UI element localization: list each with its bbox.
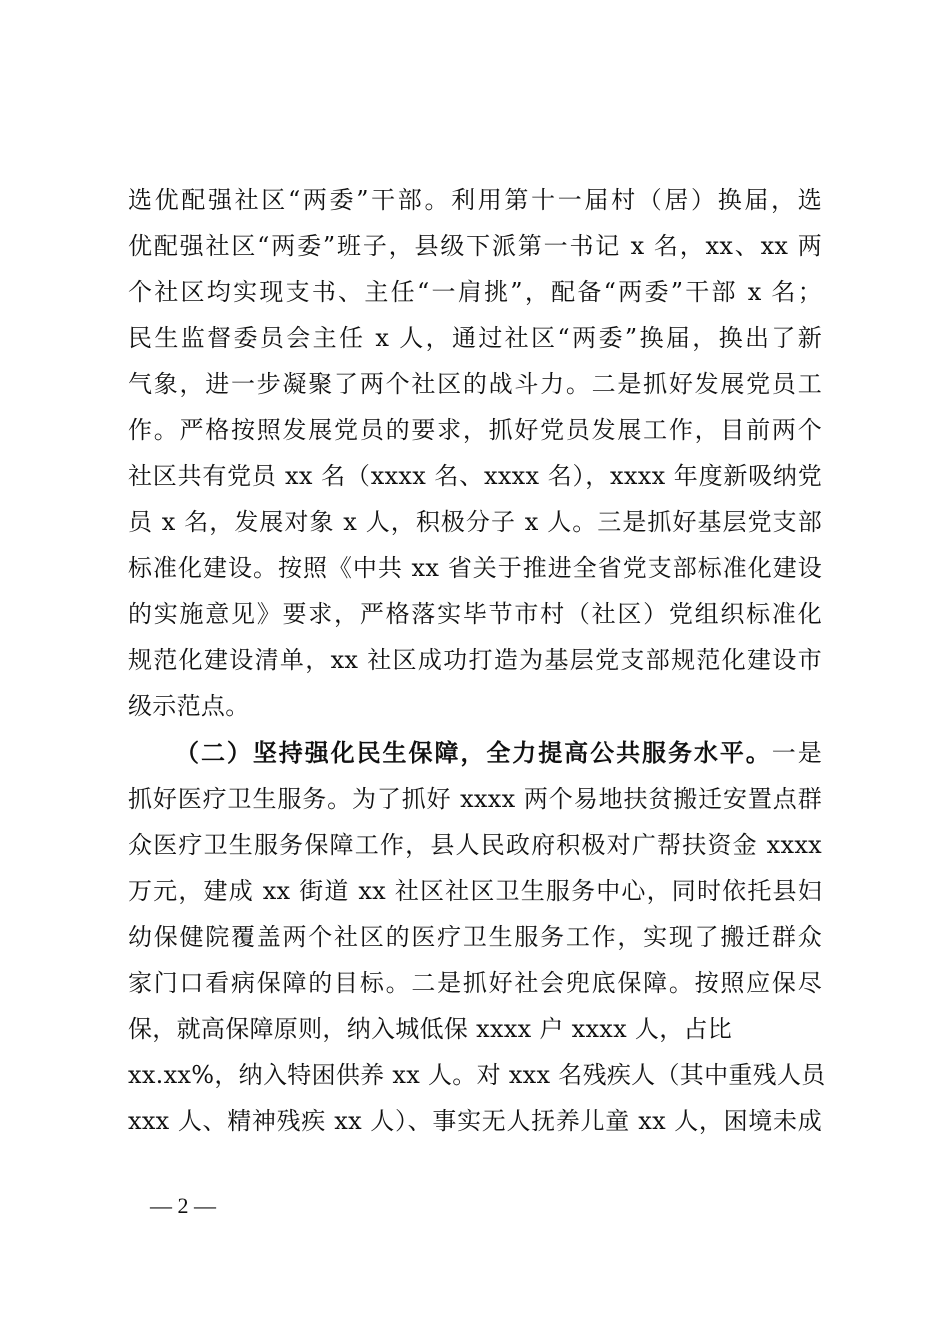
paragraph-line: 优配强社区“两委”班子，县级下派第一书记 x 名，xx、xx 两 (128, 232, 822, 260)
paragraph-line: 万元，建成 xx 街道 xx 社区社区卫生服务中心，同时依托县妇 (128, 877, 822, 905)
section-heading: （二）坚持强化民生保障，全力提高公共服务水平。 (175, 738, 772, 767)
paragraph-line: 作。严格按照发展党员的要求，抓好党员发展工作，目前两个 (128, 416, 822, 444)
paragraph-line: xx.xx%，纳入特困供养 xx 人。对 xxx 名残疾人（其中重残人员 (128, 1061, 826, 1089)
paragraph-line: 保，就高保障原则，纳入城低保 xxxx 户 xxxx 人，占比 (128, 1015, 733, 1043)
section-heading-tail: 一是 (771, 739, 822, 767)
paragraph-line: 众医疗卫生服务保障工作，县人民政府积极对广帮扶资金 xxxx (128, 831, 822, 859)
paragraph-line: 抓好医疗卫生服务。为了抓好 xxxx 两个易地扶贫搬迁安置点群 (128, 785, 822, 813)
paragraph-line: 气象，进一步凝聚了两个社区的战斗力。二是抓好发展党员工 (128, 370, 822, 398)
paragraph-line: xxx 人、精神残疾 xx 人）、事实无人抚养儿童 xx 人，困境未成 (128, 1107, 822, 1135)
paragraph-line: 家门口看病保障的目标。二是抓好社会兜底保障。按照应保尽 (128, 969, 822, 997)
paragraph-line: 幼保健院覆盖两个社区的医疗卫生服务工作，实现了搬迁群众 (128, 923, 822, 951)
page-number: — 2 — (150, 1193, 216, 1218)
paragraph-line: 级示范点。 (128, 692, 250, 720)
paragraph-line: 员 x 名，发展对象 x 人，积极分子 x 人。三是抓好基层党支部 (128, 508, 822, 536)
paragraph-line: 规范化建设清单，xx 社区成功打造为基层党支部规范化建设市 (128, 646, 822, 674)
paragraph-line: 的实施意见》要求，严格落实毕节市村（社区）党组织标准化 (128, 600, 822, 628)
paragraph-line: 社区共有党员 xx 名（xxxx 名、xxxx 名），xxxx 年度新吸纳党 (128, 462, 822, 490)
paragraph-line: 民生监督委员会主任 x 人，通过社区“两委”换届，换出了新 (128, 324, 822, 352)
paragraph-line: 个社区均实现支书、主任“一肩挑”，配备“两委”干部 x 名； (128, 278, 822, 306)
section-heading-line (175, 733, 822, 773)
paragraph-line: 选优配强社区“两委”干部。利用第十一届村（居）换届，选 (128, 186, 822, 214)
paragraph-line: 标准化建设。按照《中共 xx 省关于推进全省党支部标准化建设 (128, 554, 822, 582)
